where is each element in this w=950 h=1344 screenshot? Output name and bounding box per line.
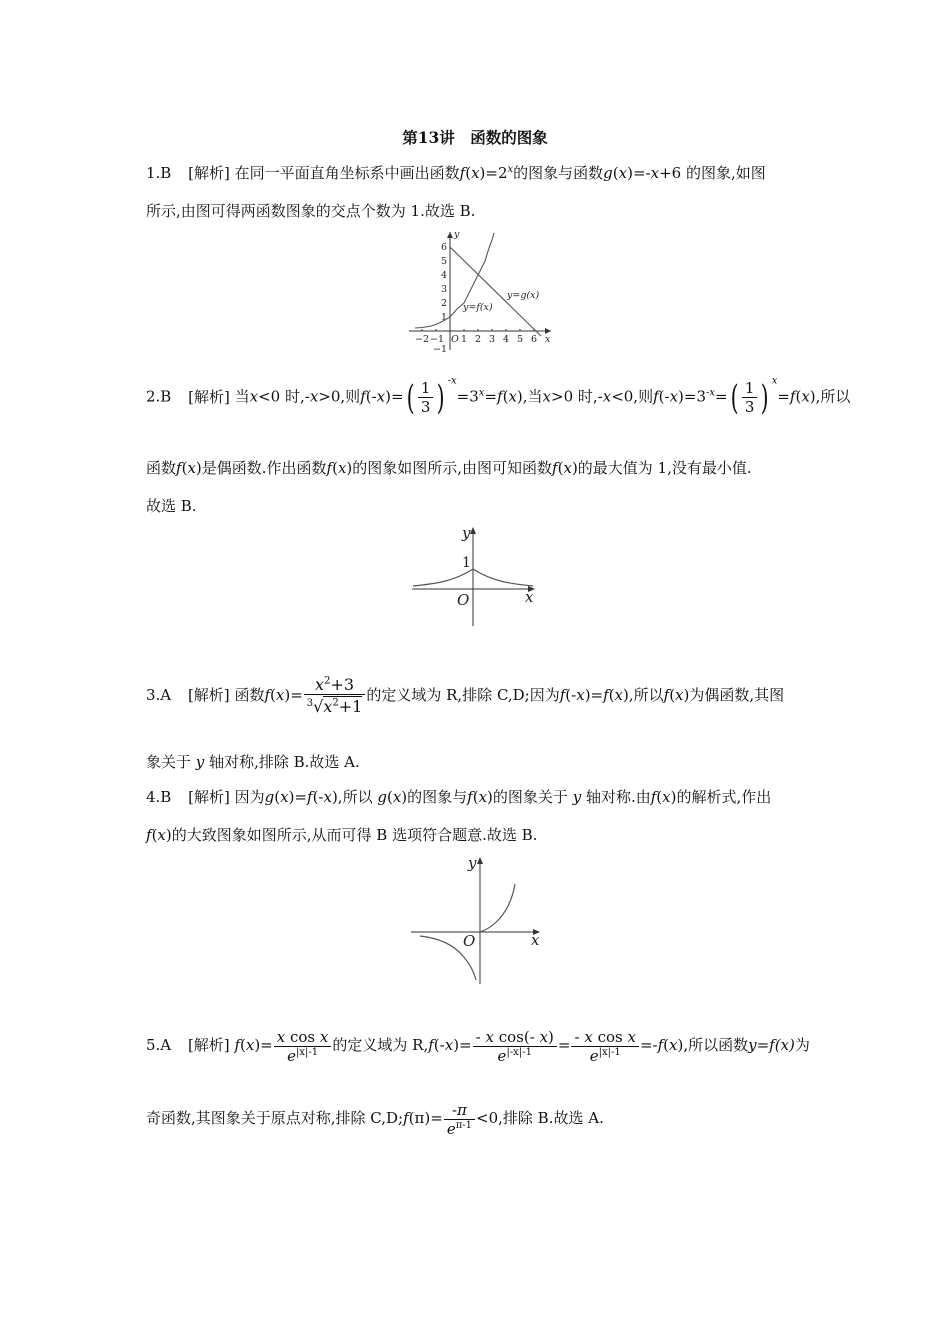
math-paren: (- bbox=[523, 1027, 535, 1046]
math-f: f bbox=[789, 387, 796, 406]
y-axis-label: y bbox=[468, 854, 477, 872]
math-f: f bbox=[663, 686, 670, 704]
math-f: f bbox=[307, 788, 313, 806]
math-f: f bbox=[653, 387, 659, 406]
math-x: x bbox=[669, 387, 679, 406]
q4-text: )的解析式,作出 bbox=[670, 788, 772, 806]
y-axis-label: y bbox=[462, 524, 471, 542]
q3-line1: 3.A [解析] 函数f(x)= $\frac{x^2+3}{^3√x^2+1}$ 的定义域为 R,排除 C,D;因为f(-x)=f(x),所以f(x)为偶函数,其图 bbox=[146, 675, 785, 716]
y-arrow-icon bbox=[447, 232, 453, 238]
math-x: x bbox=[576, 686, 585, 704]
y-axis-label: y bbox=[454, 229, 460, 240]
math-eq: =- bbox=[639, 1036, 658, 1054]
q1-line2: 所示,由图可得两函数图象的交点个数为 1.故选 B. bbox=[146, 202, 476, 220]
q2-text: )是偶函数.作出函数 bbox=[195, 459, 327, 477]
q1-graph bbox=[405, 228, 555, 354]
math-exp: |x|-1 bbox=[295, 1046, 319, 1058]
math-x: x bbox=[542, 387, 551, 406]
math-f: f bbox=[657, 1036, 664, 1054]
math-exp: x bbox=[507, 164, 514, 175]
math-exp: π-1 bbox=[455, 1119, 473, 1131]
math-eq: )= bbox=[288, 788, 307, 806]
math-f: f bbox=[650, 788, 657, 806]
math-rparen: ) bbox=[437, 377, 445, 418]
math-exp: |x|-1 bbox=[598, 1046, 621, 1058]
math-x: x bbox=[478, 788, 488, 806]
fraction bbox=[473, 1028, 557, 1065]
x-tick-label: −2 bbox=[415, 334, 430, 345]
q4-graph bbox=[408, 852, 548, 986]
math-x: x bbox=[392, 788, 402, 806]
math-paren: ( bbox=[502, 387, 509, 406]
math-f: f bbox=[176, 459, 182, 477]
math-paren: ( bbox=[795, 387, 802, 406]
fraction-denominator: 3 bbox=[744, 398, 755, 416]
q1-tag: [解析] bbox=[188, 164, 230, 182]
q1-text: +6 的图象,如图 bbox=[659, 164, 766, 182]
fraction bbox=[571, 1028, 639, 1065]
q1-line1: 1.B [解析] 在同一平面直角坐标系中画出函数$f(x)=2^x$的图象与函数g(x)=-x+6 的图象,如图 bbox=[146, 164, 766, 182]
radical-icon: √ bbox=[313, 697, 324, 716]
math-x: x bbox=[245, 1036, 255, 1054]
fraction bbox=[304, 676, 366, 716]
fraction-numerator: -π bbox=[444, 1101, 475, 1120]
math-exp: 2 bbox=[324, 675, 331, 687]
math-term: +3 bbox=[330, 675, 355, 694]
math-x: x bbox=[249, 387, 259, 406]
math-yfx: y=f(x) bbox=[748, 1036, 795, 1054]
y-tick-label: 6 bbox=[441, 242, 448, 253]
math-x: x bbox=[323, 788, 332, 806]
math-f: f bbox=[497, 387, 503, 406]
x-tick-label: 6 bbox=[531, 334, 538, 345]
math-f: f bbox=[264, 686, 271, 704]
math-paren: (- bbox=[565, 686, 577, 704]
y-arrow-icon bbox=[470, 527, 476, 534]
math-paren: (- bbox=[433, 1036, 445, 1054]
x-tick-label: 4 bbox=[503, 334, 510, 345]
math-x: x bbox=[309, 387, 319, 406]
q4-number: 4.B bbox=[146, 788, 172, 806]
math-eq: )= bbox=[284, 686, 303, 704]
x-tick-label: −1 bbox=[430, 334, 445, 345]
q5-text: <0,排除 B.故选 A. bbox=[476, 1109, 604, 1127]
math-e: e bbox=[446, 1119, 456, 1138]
math-cos: cos bbox=[290, 1027, 316, 1046]
math-f: f bbox=[552, 459, 558, 477]
q3-tag: [解析] bbox=[187, 686, 230, 704]
math-rparen: ) bbox=[761, 377, 770, 418]
fraction bbox=[418, 379, 434, 416]
fraction-denominator bbox=[571, 1047, 639, 1065]
math-x: x bbox=[323, 697, 333, 716]
math-eq: )=- bbox=[627, 164, 651, 182]
q2-number: 2.B bbox=[146, 387, 172, 406]
q4-text: ),所以 bbox=[331, 788, 373, 806]
fraction-numerator bbox=[571, 1028, 639, 1047]
math-eq: )= bbox=[453, 1036, 472, 1054]
math-y: y bbox=[195, 753, 205, 771]
math-x: x bbox=[275, 686, 285, 704]
math-g: g bbox=[264, 788, 275, 806]
fraction-denominator bbox=[304, 695, 366, 716]
peak-label: 1 bbox=[462, 555, 471, 571]
math-paren: ) bbox=[548, 1027, 554, 1046]
math-f: f bbox=[326, 459, 333, 477]
math-x: x bbox=[801, 387, 810, 406]
math-f: f bbox=[559, 686, 566, 704]
curve-label-g: y=g(x) bbox=[507, 290, 540, 301]
x-tick-label: 2 bbox=[475, 334, 482, 345]
q3-text: 轴对称,排除 B.故选 A. bbox=[209, 753, 360, 771]
math-eq: (π)= bbox=[408, 1109, 443, 1127]
q3-text: 函数 bbox=[234, 686, 265, 704]
q5-text: 为 bbox=[794, 1036, 810, 1054]
curve-f bbox=[415, 233, 494, 328]
math-exp: -x bbox=[706, 387, 716, 399]
math-cos: cos bbox=[597, 1027, 623, 1046]
y-tick-label: 4 bbox=[441, 270, 448, 281]
math-x: x bbox=[337, 459, 347, 477]
math-eq: = bbox=[557, 1036, 571, 1054]
math-term: +1 bbox=[338, 697, 363, 716]
y-arrow-icon bbox=[477, 857, 483, 864]
math-x: x bbox=[280, 788, 289, 806]
fraction-denominator bbox=[444, 1120, 475, 1138]
q5-number: 5.A bbox=[146, 1036, 172, 1054]
fraction-denominator: 3 bbox=[420, 398, 431, 416]
q4-text: 因为 bbox=[234, 788, 265, 806]
math-g: g bbox=[603, 164, 613, 182]
page-title: 第13讲 函数的图象 bbox=[402, 128, 548, 147]
math-e: e bbox=[589, 1046, 599, 1065]
fraction-numerator: 1 bbox=[418, 379, 434, 398]
math-exp: x bbox=[478, 387, 485, 399]
y-tick-label: 5 bbox=[441, 256, 448, 267]
origin-label: O bbox=[457, 591, 470, 609]
math-x: x bbox=[618, 164, 628, 182]
fraction-numerator bbox=[274, 1028, 332, 1047]
math-f: f bbox=[146, 826, 152, 844]
math-x: x bbox=[376, 387, 386, 406]
q2-line3: 故选 B. bbox=[146, 497, 197, 515]
math-x: x bbox=[157, 826, 166, 844]
math-paren: (- bbox=[365, 387, 377, 406]
q2-text: <0,则 bbox=[611, 387, 654, 406]
fraction bbox=[274, 1028, 332, 1065]
q5-text: 奇函数,其图象关于原点对称,排除 C,D; bbox=[146, 1109, 404, 1127]
q1-number: 1.B bbox=[146, 164, 172, 182]
x-tick-label: 3 bbox=[489, 334, 496, 345]
math-f: f bbox=[360, 387, 366, 406]
y-tick-label: −1 bbox=[433, 344, 448, 354]
q2-text: >0,则 bbox=[318, 387, 361, 406]
math-y: y bbox=[572, 788, 582, 806]
q3-text: 象关于 bbox=[146, 753, 192, 771]
math-x: x bbox=[627, 1027, 636, 1046]
cube-root-icon: 3 bbox=[306, 698, 314, 709]
q3-text: ),所以 bbox=[623, 686, 664, 704]
q2-tag: [解析] bbox=[188, 387, 230, 406]
q4-text: )的图象关于 bbox=[487, 788, 568, 806]
fraction bbox=[742, 379, 758, 416]
math-eq: = bbox=[484, 387, 498, 406]
math-x: x bbox=[315, 675, 325, 694]
q4-line1: 4.B [解析] 因为g(x)=f(-x),所以 g(x)的图象与f(x)的图象关于 y 轴对称.由f(x)的解析式,作出 bbox=[146, 788, 772, 806]
origin-label: O bbox=[451, 334, 459, 345]
x-axis-label: x bbox=[525, 588, 534, 606]
math-x: x bbox=[276, 1027, 286, 1046]
q5-line1: 5.A [解析] f(x)= $\frac{\text{x cos x}}{e^{|x|-1}}$ 的定义域为 R,f(-x)= $\frac{\text{- x cos(- x)}}{e^{|-x|-1}}$ = $\frac{\text{- x cos x}}{e^{|x|-1}}$ =-f(x),所以函数y=f(x)为 bbox=[146, 1027, 810, 1065]
math-x: x bbox=[602, 387, 612, 406]
math-x: x bbox=[650, 164, 660, 182]
math-exp: x bbox=[771, 375, 778, 387]
math-eq: )=2 bbox=[479, 164, 508, 182]
origin-label: O bbox=[463, 932, 476, 950]
math-x: x bbox=[319, 1027, 329, 1046]
q2-text: 函数 bbox=[146, 459, 177, 477]
math-x: x bbox=[669, 1036, 678, 1054]
math-x: x bbox=[444, 1036, 454, 1054]
math-eq: )=3 bbox=[678, 387, 706, 406]
q4-line2: f(x)的大致图象如图所示,从而可得 B 选项符合题意.故选 B. bbox=[146, 826, 538, 844]
math-x: x bbox=[675, 686, 684, 704]
math-e: e bbox=[287, 1046, 296, 1065]
x-axis-label: x bbox=[545, 334, 551, 345]
q2-line2: 函数f(x)是偶函数.作出函数f(x)的图象如图所示,由图可知函数f(x)的最大值为 1,没有最小值. bbox=[146, 459, 752, 477]
fraction-denominator bbox=[274, 1047, 332, 1065]
q1-text: 在同一平面直角坐标系中画出函数 bbox=[234, 164, 460, 182]
math-f: f bbox=[603, 686, 609, 704]
q3-line2 bbox=[146, 752, 360, 772]
math-f: f bbox=[403, 1109, 409, 1127]
fraction-denominator bbox=[473, 1047, 557, 1065]
math-cos: cos bbox=[498, 1027, 524, 1046]
q2-text: >0 时,- bbox=[551, 387, 603, 406]
q3-text: 的定义域为 R,排除 C,D;因为 bbox=[366, 686, 560, 704]
fraction-numerator bbox=[304, 676, 366, 695]
x-tick-label: 5 bbox=[517, 334, 524, 345]
math-e: e bbox=[497, 1046, 507, 1065]
fraction bbox=[444, 1101, 475, 1138]
math-lparen: ( bbox=[406, 377, 415, 418]
q4-tag: [解析] bbox=[188, 788, 230, 806]
math-x: x bbox=[614, 686, 623, 704]
math-x: x bbox=[187, 459, 196, 477]
math-x: x bbox=[471, 164, 480, 182]
q2-text: ),当 bbox=[516, 387, 543, 406]
y-tick-label: 2 bbox=[441, 298, 448, 309]
math-f: f bbox=[428, 1036, 434, 1054]
math-paren: (- bbox=[312, 788, 324, 806]
math-f: f bbox=[467, 788, 473, 806]
fraction-numerator bbox=[473, 1028, 557, 1047]
math-eq: )= bbox=[254, 1036, 273, 1054]
math-eq: )= bbox=[385, 387, 404, 406]
math-eq: )= bbox=[584, 686, 604, 704]
math-exp: 2 bbox=[332, 697, 339, 709]
math-x: x bbox=[485, 1027, 494, 1046]
math-lparen: ( bbox=[730, 377, 739, 418]
y-tick-label: 3 bbox=[441, 284, 448, 295]
q5-tag: [解析] bbox=[187, 1036, 230, 1054]
math-x: x bbox=[563, 459, 572, 477]
math-eq: = bbox=[715, 387, 728, 406]
math-exp: -x bbox=[447, 375, 457, 387]
q1-text: 的图象与函数 bbox=[513, 164, 604, 182]
q5-line2 bbox=[146, 1098, 604, 1138]
q2-graph bbox=[408, 522, 540, 628]
fraction-numerator: 1 bbox=[742, 379, 758, 398]
math-x: x bbox=[584, 1027, 593, 1046]
q3-text: )为偶函数,其图 bbox=[683, 686, 785, 704]
math-f: f bbox=[459, 164, 466, 182]
q2-text: <0 时,- bbox=[258, 387, 310, 406]
q5-text: ),所以函数 bbox=[677, 1036, 749, 1054]
q5-text: 的定义域为 R, bbox=[332, 1036, 429, 1054]
math-x: x bbox=[662, 788, 671, 806]
q2-text: )的图象如图所示,由图可知函数 bbox=[346, 459, 553, 477]
math-exp: |-x|-1 bbox=[506, 1046, 532, 1058]
curve-right bbox=[480, 884, 515, 932]
q4-text: )的图象与 bbox=[401, 788, 468, 806]
q4-text: 轴对称.由 bbox=[585, 788, 651, 806]
math-eq: = bbox=[777, 387, 790, 406]
math-minus: - bbox=[475, 1027, 481, 1046]
math-minus: - bbox=[574, 1027, 580, 1046]
curve-label-f: y=f(x) bbox=[463, 302, 493, 313]
math-x: x bbox=[508, 387, 517, 406]
q2-text: 当 bbox=[234, 387, 250, 406]
math-eq: =3 bbox=[456, 387, 479, 406]
q2-text: ),所以 bbox=[809, 387, 851, 406]
q4-text: )的大致图象如图所示,从而可得 B 选项符合题意.故选 B. bbox=[165, 826, 538, 844]
x-tick-label: 1 bbox=[461, 334, 468, 345]
q2-text: )的最大值为 1,没有最小值. bbox=[571, 459, 752, 477]
y-tick-label: 1 bbox=[441, 312, 448, 323]
x-axis-label: x bbox=[531, 931, 540, 949]
math-paren: (- bbox=[658, 387, 670, 406]
math-g: g bbox=[377, 788, 387, 806]
math-f: f bbox=[234, 1036, 240, 1054]
q3-number: 3.A bbox=[146, 686, 172, 704]
q2-line1 bbox=[146, 375, 851, 418]
math-x: x bbox=[539, 1027, 549, 1046]
